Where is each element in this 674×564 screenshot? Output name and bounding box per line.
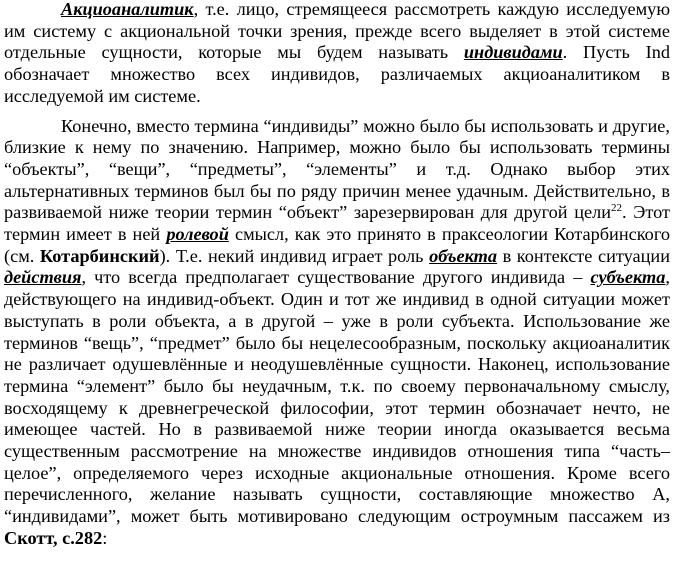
reference-scott: Скотт, с.282	[4, 527, 103, 548]
paragraph-1	[4, 0, 670, 108]
text-run: . Пусть Ind обозначает множество всех индивидов, различаемых акциоаналитиком в исследуемой им системе.	[4, 42, 670, 106]
text-run: :	[102, 527, 108, 548]
text-run: , что всегда предполагает существование другого индивида –	[81, 267, 591, 288]
term-action: действия	[4, 267, 82, 288]
text-run: , т.е. лицо, стремящееся рассмотреть каждую исследуемую им систему с акциональной точки зрения, прежде всего выделяет в этой системе отдельные сущности, которые мы будем называть	[4, 0, 670, 63]
text-run: Конечно, вместо термина “индивиды” можно было бы использовать и другие, близкие к нему по значению. Например, можно было бы использовать термины “объекты”, “вещи”, “предметы”, “элементы” и т.д. Однако выбор этих альтернативных терминов был бы по ряду причин менее удачным. Действительно, в развиваемой ниже теории термин “объект” зарезервирован для другой цели	[4, 115, 670, 223]
term-subject: субъекта	[590, 267, 666, 288]
term-individuals: индивидами	[463, 42, 563, 63]
reference-kotarbinski: Котарбинский	[39, 245, 160, 266]
footnote-marker: 22	[611, 202, 623, 215]
paragraph-2	[4, 116, 670, 550]
text-run: в контексте ситуации	[497, 245, 670, 266]
text-run: . Этот термин имеет в ней	[4, 202, 670, 245]
term-role: ролевой	[166, 224, 229, 245]
term-actioanalyst: Акциоаналитик	[61, 0, 194, 19]
text-run: , действующего на индивид-объект. Один и тот же индивид в одной ситуации может выступать в роли объекта, а в другой – уже в роли субъекта. Использование же терминов “вещь”, “предмет” было бы нецелесообразным, поскольку акциоаналитик не различает одушевлённые и неодушевлённые сущности. Наконец, использование термина “элемент” было бы неудачным, т.к. по своему первоначальному смыслу, восходящему к древнегреческой философии, этот термин обозначает нечто, не имеющее частей. Но в развиваемой ниже теории иногда оказывается весьма существенным рассмотрение на множестве индивидов отношения типа “часть–целое”, определяемого через исходные акциональные отношения. Кроме всего перечисленного, желание называть сущности, составляющие множество A, “индивидами”, может быть мотивировано следующим остроумным пассажем из	[4, 267, 670, 527]
text-run: ). Т.е. некий индивид играет роль	[159, 245, 430, 266]
term-object: объекта	[429, 245, 498, 266]
text-run: смысл, как это принято в праксеологии Котарбинского (см.	[4, 224, 671, 266]
